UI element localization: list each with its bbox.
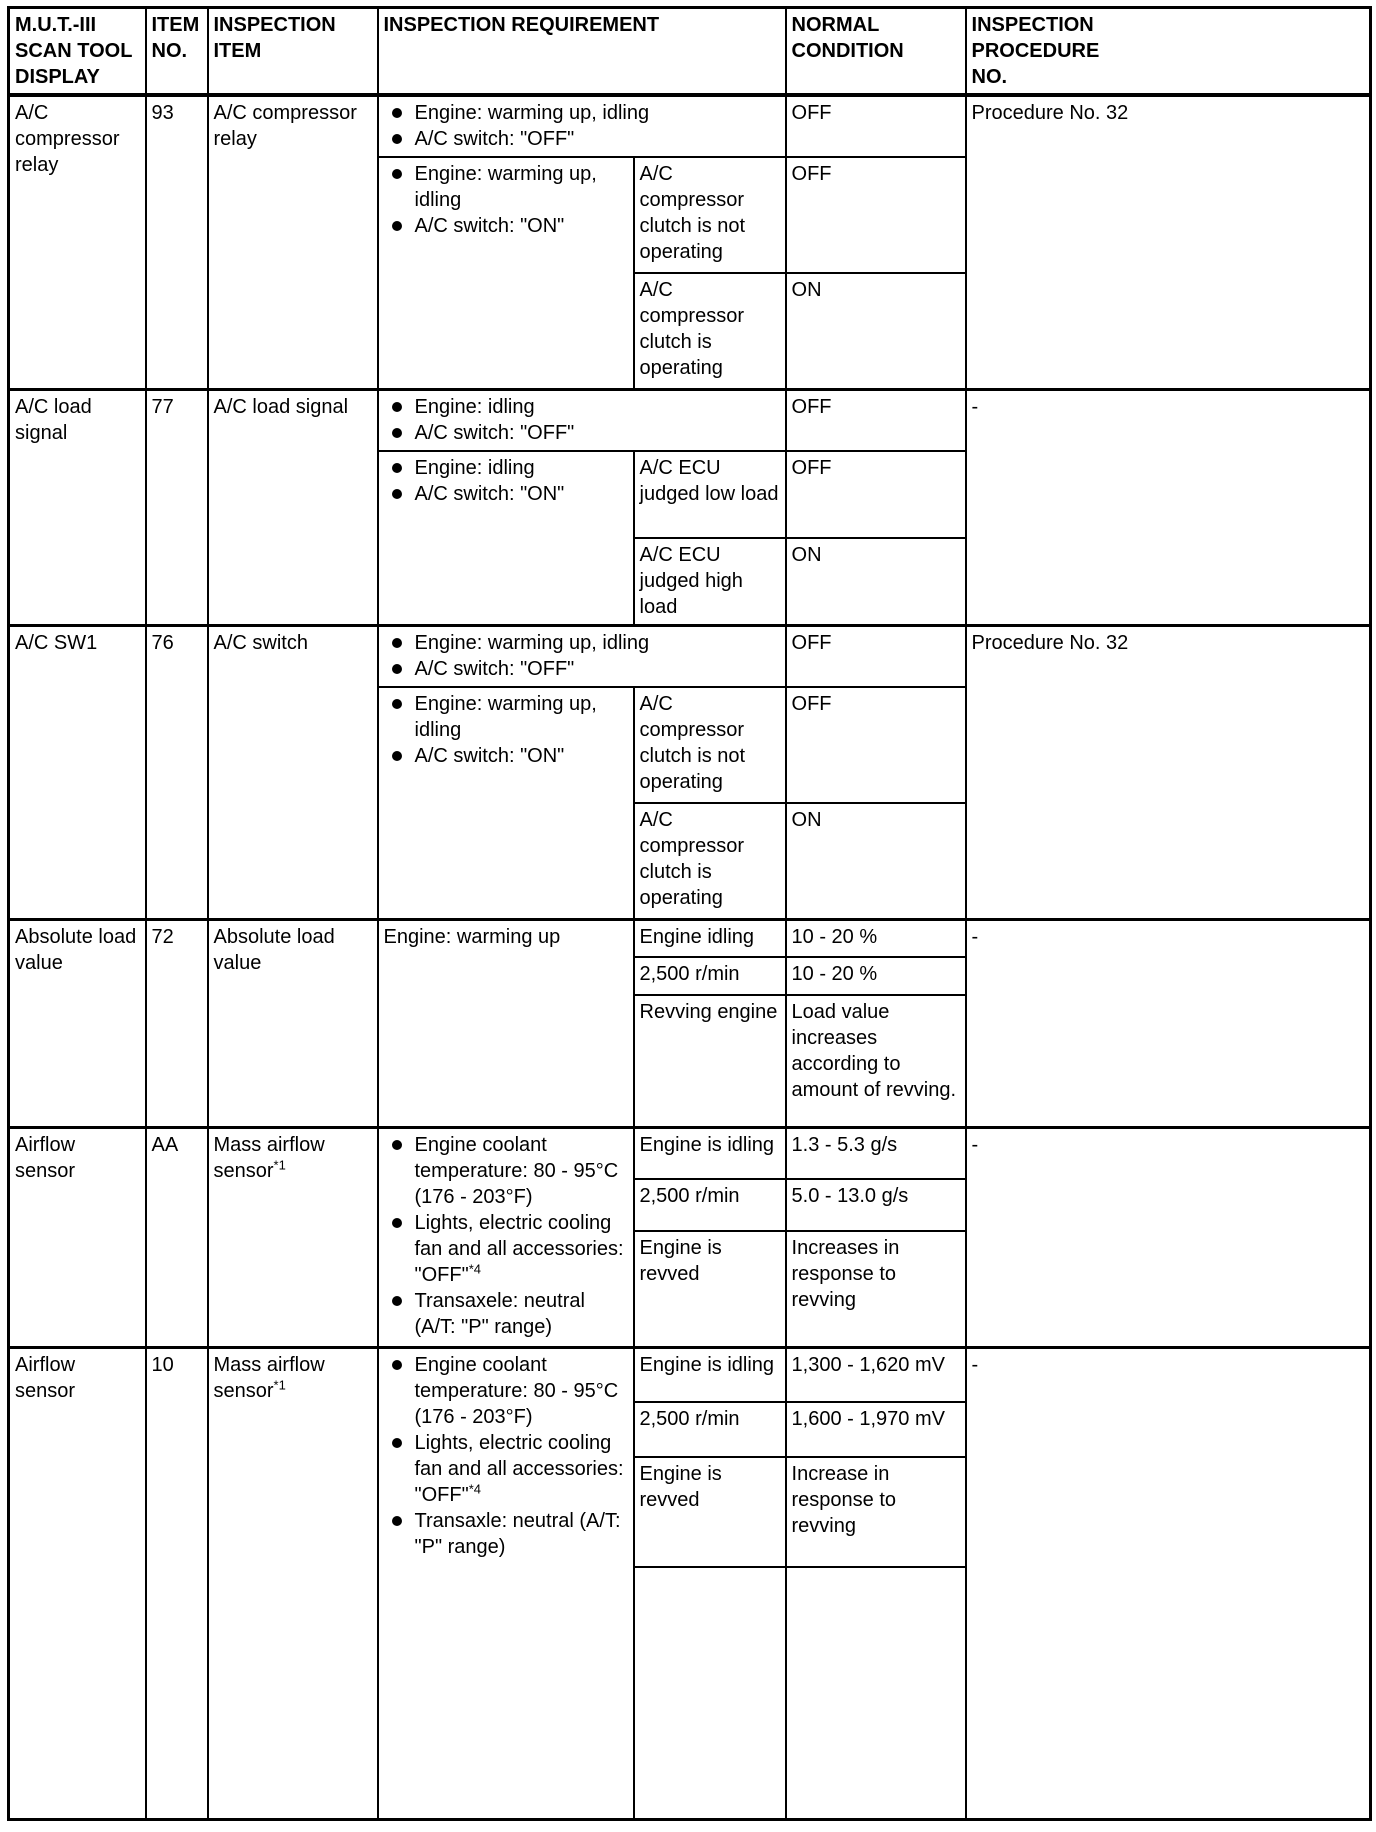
case-cell: A/C compressor clutch is operating <box>634 273 786 389</box>
col-header-scan-tool-display: M.U.T.-III SCAN TOOL DISPLAY <box>9 8 146 96</box>
bullet-item <box>384 213 628 239</box>
requirement-text: A/C switch: "OFF" <box>414 657 575 680</box>
bullet-item <box>384 126 780 152</box>
bullet-icon <box>392 1516 402 1526</box>
scan-tool-display-cell: A/C load signal <box>9 389 146 625</box>
requirement-cell <box>378 687 634 919</box>
requirement-text: A/C switch: "ON" <box>414 215 565 237</box>
requirement-cell <box>378 1127 634 1347</box>
requirement-text: A/C switch: "ON" <box>414 745 565 767</box>
bullet-icon <box>392 1296 402 1306</box>
col-header-inspection-procedure-label: INSPECTION PROCEDURE NO. <box>971 14 1100 88</box>
bullet-icon <box>392 1140 402 1150</box>
item-no-cell: 72 <box>146 919 208 1127</box>
requirement-text: Lights, electric cooling fan and all accessories: "OFF" <box>414 1211 624 1286</box>
inspection-item-cell: A/C switch <box>208 625 378 919</box>
inspection-item-text: Mass airflow sensor <box>213 1133 325 1182</box>
procedure-text: Procedure No. 32 <box>971 102 1129 124</box>
col-header-normal-condition: NORMAL CONDITION <box>786 8 966 96</box>
scan-tool-display-cell: Airflow sensor <box>9 1127 146 1347</box>
bullet-item <box>384 630 780 656</box>
normal-condition-cell: Increase in response to revving <box>786 1457 966 1567</box>
bullet-icon <box>392 751 402 761</box>
scan-tool-display-cell: A/C SW1 <box>9 625 146 919</box>
requirement-text: A/C switch: "OFF" <box>414 128 575 150</box>
procedure-text: Procedure No. 32 <box>971 631 1129 654</box>
normal-condition-cell: 10 - 20 % <box>786 957 966 995</box>
bullet-icon <box>392 169 402 179</box>
bullet-item <box>384 1430 628 1508</box>
procedure-cell <box>966 1127 1371 1347</box>
procedure-text: - <box>971 1353 979 1376</box>
normal-condition-cell: OFF <box>786 157 966 273</box>
normal-condition-cell: 1,300 - 1,620 mV <box>786 1347 966 1402</box>
footnote-marker: *4 <box>468 1260 481 1276</box>
case-cell: Engine is revved <box>634 1457 786 1567</box>
bullet-icon <box>392 108 402 118</box>
requirement-cell <box>378 95 786 157</box>
normal-condition-cell: Load value increases according to amount of revving. <box>786 995 966 1127</box>
case-cell <box>634 1567 786 1819</box>
case-cell: Engine is idling <box>634 1127 786 1179</box>
col-header-inspection-procedure <box>966 8 1371 96</box>
case-cell: Engine idling <box>634 919 786 957</box>
requirement-text: Engine: warming up, idling <box>414 163 597 211</box>
bullet-icon <box>392 463 402 473</box>
footnote-marker: *4 <box>468 1480 481 1496</box>
normal-condition-cell: 10 - 20 % <box>786 919 966 957</box>
inspection-data-table <box>7 6 1372 1821</box>
normal-condition-cell: ON <box>786 538 966 625</box>
footnote-marker: *1 <box>273 1156 286 1172</box>
inspection-item-text: Mass airflow sensor <box>213 1353 325 1402</box>
requirement-cell <box>378 157 634 389</box>
procedure-text: - <box>971 925 979 948</box>
normal-condition-cell: 1,600 - 1,970 mV <box>786 1402 966 1457</box>
requirement-cell <box>378 389 786 451</box>
bullet-icon <box>392 1438 402 1448</box>
case-cell: A/C compressor clutch is not operating <box>634 687 786 803</box>
requirement-text: Engine: warming up, idling <box>414 693 597 741</box>
inspection-item-cell: A/C compressor relay <box>208 95 378 389</box>
item-no-cell: 93 <box>146 95 208 389</box>
requirement-text: A/C switch: "ON" <box>414 483 565 505</box>
scan-tool-display-cell: Airflow sensor <box>9 1347 146 1819</box>
requirement-text: Engine: idling <box>414 457 535 479</box>
procedure-cell <box>966 919 1371 1127</box>
procedure-text: - <box>971 1133 979 1156</box>
requirement-text: Lights, electric cooling fan and all accessories: "OFF" <box>414 1431 624 1506</box>
requirement-text: Transaxle: neutral (A/T: "P" range) <box>414 1509 621 1558</box>
table-row <box>9 919 1371 957</box>
bullet-icon <box>392 428 402 438</box>
requirement-cell: Engine: warming up <box>378 919 634 1127</box>
requirement-text: Transaxele: neutral (A/T: "P" range) <box>414 1289 585 1338</box>
inspection-item-cell <box>208 1127 378 1347</box>
case-cell: Revving engine <box>634 995 786 1127</box>
requirement-cell <box>378 451 634 625</box>
case-cell: A/C ECU judged low load <box>634 451 786 538</box>
bullet-icon <box>392 638 402 648</box>
normal-condition-cell: OFF <box>786 687 966 803</box>
normal-condition-cell: OFF <box>786 451 966 538</box>
bullet-item <box>384 691 628 743</box>
case-cell: A/C compressor clutch is not operating <box>634 157 786 273</box>
bullet-icon <box>392 1218 402 1228</box>
requirement-cell <box>378 1347 634 1819</box>
case-cell: A/C compressor clutch is operating <box>634 803 786 919</box>
bullet-item <box>384 394 780 420</box>
bullet-icon <box>392 221 402 231</box>
normal-condition-cell: OFF <box>786 95 966 157</box>
case-cell: 2,500 r/min <box>634 1179 786 1231</box>
bullet-item <box>384 161 628 213</box>
item-no-cell: 76 <box>146 625 208 919</box>
normal-condition-cell: ON <box>786 273 966 389</box>
footnote-marker: *1 <box>273 1376 286 1392</box>
case-cell: 2,500 r/min <box>634 957 786 995</box>
table-row <box>9 95 1371 157</box>
requirement-text: Engine: idling <box>414 395 535 418</box>
bullet-item <box>384 743 628 769</box>
requirement-cell <box>378 625 786 687</box>
normal-condition-cell: OFF <box>786 625 966 687</box>
bullet-item <box>384 100 780 126</box>
col-header-inspection-requirement: INSPECTION REQUIREMENT <box>378 8 786 96</box>
bullet-icon <box>392 489 402 499</box>
normal-condition-cell: Increases in response to revving <box>786 1231 966 1347</box>
case-cell: 2,500 r/min <box>634 1402 786 1457</box>
inspection-item-cell: Absolute load value <box>208 919 378 1127</box>
bullet-item <box>384 656 780 682</box>
bullet-icon <box>392 402 402 412</box>
bullet-item <box>384 420 780 446</box>
item-no-cell: 10 <box>146 1347 208 1819</box>
bullet-icon <box>392 699 402 709</box>
procedure-cell <box>966 625 1371 919</box>
bullet-item <box>384 455 628 481</box>
table-row <box>9 389 1371 451</box>
normal-condition-cell: OFF <box>786 389 966 451</box>
requirement-text: Engine: warming up, idling <box>414 102 650 124</box>
table-row <box>9 1127 1371 1179</box>
inspection-item-cell: A/C load signal <box>208 389 378 625</box>
requirement-text: A/C switch: "OFF" <box>414 421 575 444</box>
bullet-item <box>384 1352 628 1430</box>
bullet-item <box>384 1508 628 1560</box>
case-cell: A/C ECU judged high load <box>634 538 786 625</box>
requirement-text: Engine coolant temperature: 80 - 95°C (176 - 203°F) <box>414 1133 619 1208</box>
bullet-icon <box>392 664 402 674</box>
normal-condition-cell <box>786 1567 966 1819</box>
normal-condition-cell: 5.0 - 13.0 g/s <box>786 1179 966 1231</box>
inspection-item-cell <box>208 1347 378 1819</box>
case-cell: Engine is idling <box>634 1347 786 1402</box>
bullet-item <box>384 1210 628 1288</box>
requirement-text: Engine coolant temperature: 80 - 95°C (176 - 203°F) <box>414 1353 619 1428</box>
item-no-cell: 77 <box>146 389 208 625</box>
requirement-text: Engine: warming up, idling <box>414 631 650 654</box>
bullet-icon <box>392 1360 402 1370</box>
procedure-text: - <box>971 395 979 418</box>
procedure-cell <box>966 389 1371 625</box>
bullet-item <box>384 1288 628 1340</box>
procedure-cell <box>966 95 1371 389</box>
case-cell: Engine is revved <box>634 1231 786 1347</box>
col-header-item-no: ITEM NO. <box>146 8 208 96</box>
bullet-icon <box>392 134 402 144</box>
table-row <box>9 625 1371 687</box>
header-row <box>9 8 1371 96</box>
bullet-item <box>384 1132 628 1210</box>
col-header-inspection-item: INSPECTION ITEM <box>208 8 378 96</box>
procedure-cell <box>966 1347 1371 1819</box>
scan-tool-display-cell: Absolute load value <box>9 919 146 1127</box>
scan-tool-display-cell: A/C compressor relay <box>9 95 146 389</box>
bullet-item <box>384 481 628 507</box>
item-no-cell: AA <box>146 1127 208 1347</box>
normal-condition-cell: 1.3 - 5.3 g/s <box>786 1127 966 1179</box>
normal-condition-cell: ON <box>786 803 966 919</box>
table-row <box>9 1347 1371 1402</box>
